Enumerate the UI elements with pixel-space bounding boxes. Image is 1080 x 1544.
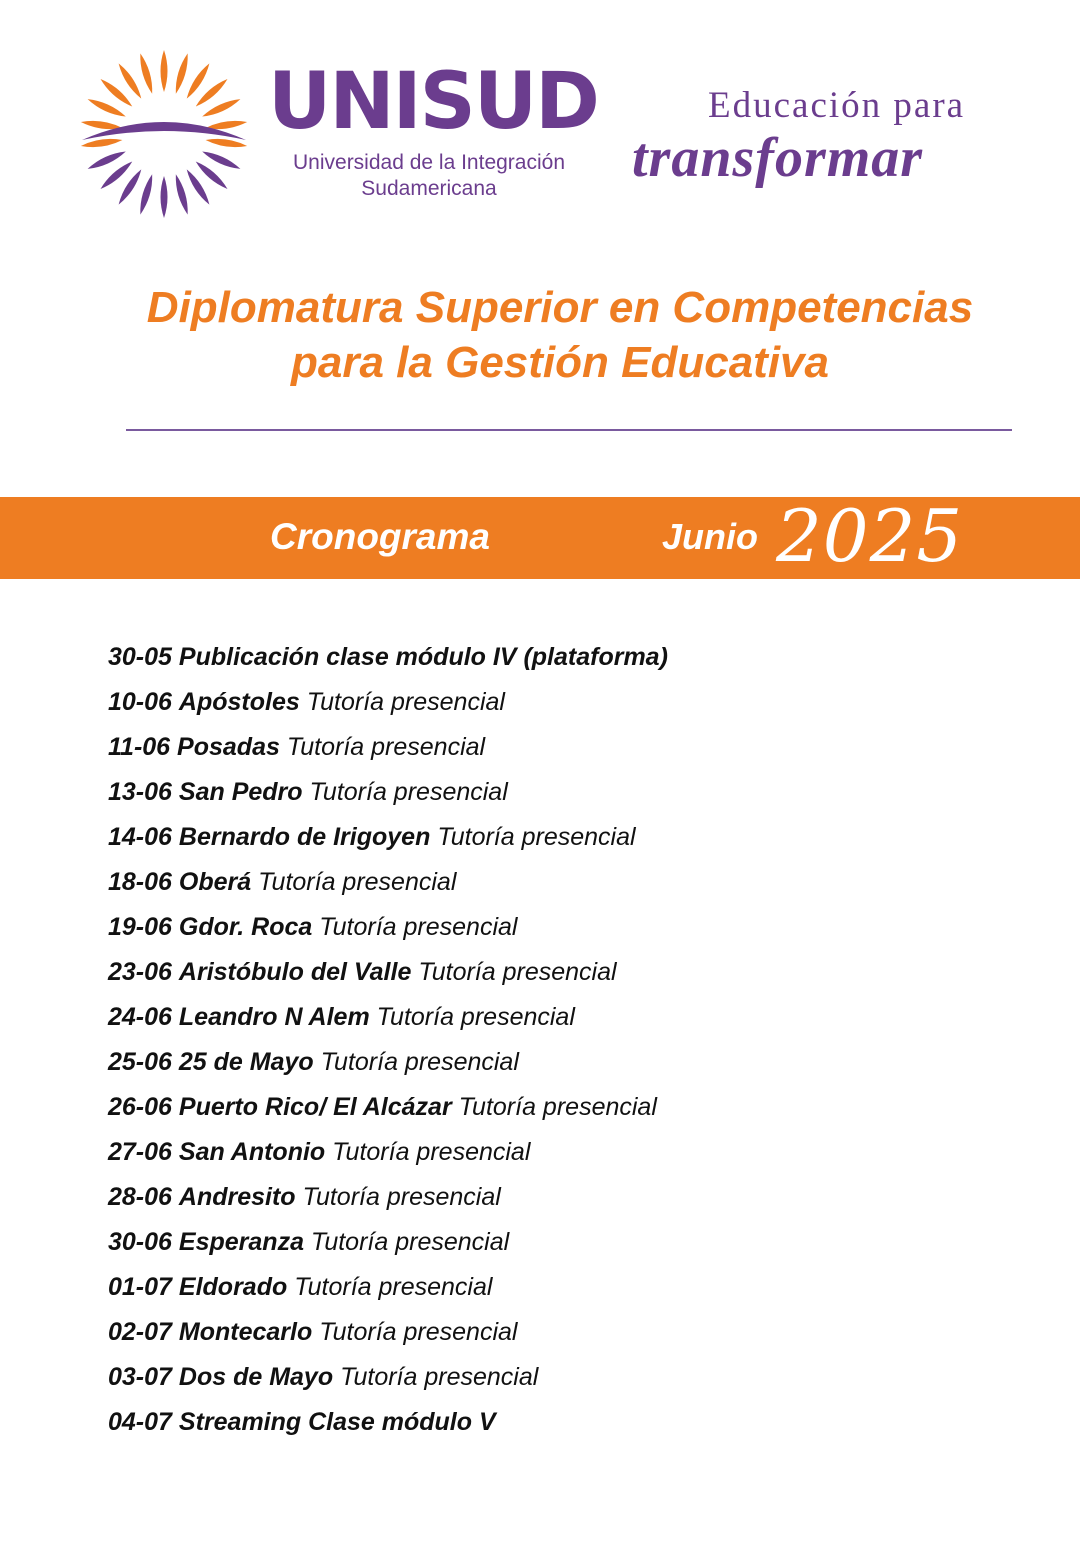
schedule-activity: Tutoría presencial [286, 733, 486, 761]
schedule-date: 03-07 [108, 1363, 172, 1391]
schedule-date: 24-06 [108, 1003, 172, 1031]
sun-ray [202, 99, 240, 116]
schedule-place: Posadas [177, 733, 280, 761]
schedule-activity: Tutoría presencial [340, 1363, 539, 1391]
schedule-activity: Tutoría presencial [376, 1003, 575, 1031]
schedule-item [108, 1176, 1008, 1221]
schedule-item [108, 726, 1008, 771]
schedule-activity: Tutoría presencial [258, 868, 457, 896]
banner-year: 2025 [776, 494, 964, 578]
schedule-place: 25 de Mayo [178, 1048, 314, 1076]
schedule-place: Puerto Rico/ El Alcázar [178, 1093, 452, 1121]
schedule-activity: Tutoría presencial [319, 1318, 518, 1346]
schedule-activity: Tutoría presencial [306, 688, 505, 716]
schedule-place: Gdor. Roca [178, 913, 313, 941]
schedule-place: Eldorado [178, 1273, 288, 1301]
schedule-date: 10-06 [108, 688, 172, 716]
course-title-line1: Diplomatura Superior en Competencias [146, 283, 974, 332]
schedule-item [108, 1266, 1008, 1311]
schedule-date: 04-07 [108, 1408, 172, 1436]
tagline-line2: transformar [632, 127, 924, 189]
schedule-place: Apóstoles [178, 688, 300, 716]
schedule-item [108, 1041, 1008, 1086]
schedule-date: 27-06 [108, 1138, 172, 1166]
schedule-date: 02-07 [108, 1318, 172, 1346]
schedule-activity: Tutoría presencial [309, 778, 508, 806]
schedule-place: Andresito [178, 1183, 296, 1211]
schedule-place: Aristóbulo del Valle [178, 958, 412, 986]
schedule-date: 18-06 [108, 868, 172, 896]
schedule-date: 26-06 [108, 1093, 172, 1121]
schedule-date: 14-06 [108, 823, 172, 851]
sun-ray [81, 121, 123, 129]
schedule-activity: Tutoría presencial [302, 1183, 501, 1211]
schedule-item [108, 1086, 1008, 1131]
schedule-place: Montecarlo [178, 1318, 313, 1346]
schedule-date: 23-06 [108, 958, 172, 986]
schedule-list [108, 636, 1008, 1446]
schedule-activity: Tutoría presencial [310, 1228, 510, 1256]
title-divider [126, 429, 1012, 431]
schedule-activity: Tutoría presencial [319, 913, 518, 941]
schedule-date: 01-07 [108, 1273, 172, 1301]
sun-ray [140, 174, 152, 214]
schedule-item [108, 771, 1008, 816]
sun-ray [140, 53, 152, 93]
sun-ray [176, 53, 188, 93]
sun-ray [88, 99, 126, 116]
schedule-item [108, 681, 1008, 726]
schedule-date: 19-06 [108, 913, 172, 941]
course-title [60, 280, 1060, 390]
sun-ray [161, 176, 168, 218]
schedule-place: Bernardo de Irigoyen [178, 823, 431, 851]
brand-subtitle [264, 150, 594, 202]
schedule-item [108, 996, 1008, 1041]
schedule-date: 11-06 [108, 733, 171, 761]
schedule-item [108, 861, 1008, 906]
schedule-activity: Tutoría presencial [332, 1138, 531, 1166]
schedule-item [108, 906, 1008, 951]
sun-ray [88, 151, 126, 168]
schedule-place: Dos de Mayo [178, 1363, 334, 1391]
brand-name: UNISUD [268, 57, 598, 147]
sun-ray [176, 174, 188, 214]
schedule-date: 30-05 [108, 643, 172, 671]
schedule-date: 13-06 [108, 778, 172, 806]
sun-ray [206, 121, 248, 129]
banner-month: Junio [662, 516, 758, 557]
brand-subtitle-line2: Sudamericana [361, 177, 497, 200]
schedule-date: 30-06 [108, 1228, 172, 1256]
schedule-activity: Tutoría presencial [294, 1273, 493, 1301]
schedule-item [108, 816, 1008, 861]
schedule-item [108, 1311, 1008, 1356]
sun-logo-icon [76, 42, 252, 218]
schedule-activity: Tutoría presencial [418, 958, 617, 986]
schedule-place: Leandro N Alem [178, 1003, 370, 1031]
sun-ray [202, 151, 240, 168]
schedule-activity: Tutoría presencial [458, 1093, 657, 1121]
schedule-place: San Pedro [178, 778, 303, 806]
schedule-item [108, 951, 1008, 996]
schedule-item [108, 1356, 1008, 1401]
course-title-line2: para la Gestión Educativa [291, 338, 829, 387]
schedule-item [108, 636, 1008, 681]
schedule-activity: Tutoría presencial [320, 1048, 519, 1076]
sun-ray [81, 139, 123, 147]
schedule-place: Streaming Clase módulo V [178, 1408, 496, 1436]
banner-label: Cronograma [270, 516, 490, 557]
schedule-item [108, 1401, 1008, 1446]
brand-subtitle-line1: Universidad de la Integración [293, 151, 565, 174]
schedule-banner [0, 494, 1080, 579]
schedule-place: Publicación clase módulo IV (plataforma) [178, 643, 668, 671]
schedule-item [108, 1131, 1008, 1176]
sun-ray [161, 50, 168, 92]
schedule-place: Esperanza [178, 1228, 304, 1256]
sun-ray [206, 139, 248, 147]
schedule-date: 28-06 [108, 1183, 172, 1211]
schedule-date: 25-06 [108, 1048, 172, 1076]
schedule-place: San Antonio [178, 1138, 326, 1166]
schedule-place: Oberá [178, 868, 252, 896]
schedule-item [108, 1221, 1008, 1266]
tagline-line1: Educación para [708, 85, 966, 126]
schedule-activity: Tutoría presencial [437, 823, 636, 851]
